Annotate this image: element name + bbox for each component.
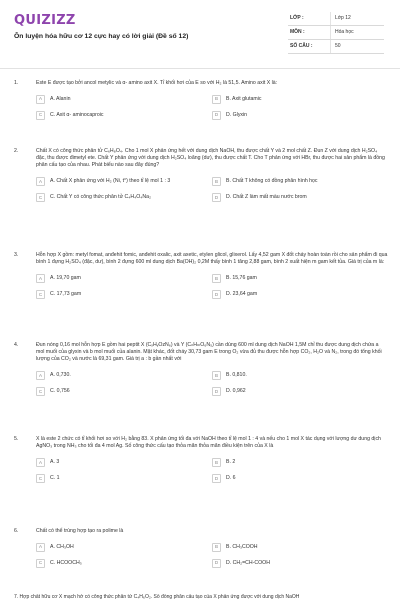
option-d[interactable] (212, 111, 388, 121)
option-letter: A (36, 371, 45, 380)
option-letter: B (212, 274, 221, 283)
option-text: B. Axit glutamic (226, 96, 262, 103)
meta-label: LỚP : (290, 15, 304, 22)
question-text: Đun nóng 0,16 mol hỗn hợp E gồm hai peptit X (CₓHᵧOzN₆) và Y (CₙHₘO₆N₅) cần dùng 600 ml dung dịch NaOH 1,5M chỉ thu được dung dịch chứa a mol muối của glyxin và b mol muối của alanin. Mặt khác, đốt cháy 30,73 gam E trong O₂ vừa đủ thu được hỗn hợp CO₂, H₂O và N₂, trong đó tổng khối lượng của CO₂ và nước là 69,31 gam. Giá trị a : b gần nhất với (36, 342, 382, 363)
option-text: D. 23,64 gam (226, 291, 258, 298)
option-text: B. 0,810. (226, 372, 247, 379)
header-divider (0, 68, 400, 69)
options (36, 371, 388, 397)
option-d[interactable] (212, 290, 388, 300)
options (36, 95, 388, 121)
question-text: Chất X có công thức phân tử C₆H₈O₄. Cho 1 mol X phản ứng hết với dung dịch NaOH, thu được chất Y và 2 mol chất Z. Đun Z với dung dịch H₂SO₄ đặc, thu được đimetyl ete. Chất Y phản ứng với dung dịch H₂SO₄ loãng (dư), thu được chất T. Cho T phản ứng với HBr, thu được hai sản phẩm là đồng phân cấu tạo của nhau. Phát biểu nào sau đây đúng? (36, 148, 385, 169)
option-a[interactable] (36, 543, 212, 553)
option-d[interactable] (212, 193, 388, 203)
option-text: C. 17,73 gam (50, 291, 82, 298)
option-text: B. 15,76 gam (226, 275, 257, 282)
meta-value: Hóa học (330, 26, 384, 39)
question-text: X là este 2 chức có tỉ khối hơi so với H₂ bằng 83. X phản ứng tối đa với NaOH theo tỉ lệ mol 1 : 4 và nếu cho 1 mol X tác dụng với lượng dư dung dịch AgNO₃ trong NH₃ cho tối đa 4 mol Ag. Số công thức cấu tạo thỏa mãn thỏa mãn điều kiện trên của X là (36, 436, 381, 450)
option-a[interactable] (36, 458, 212, 468)
option-letter: A (36, 458, 45, 467)
meta-label: MÔN : (290, 29, 305, 36)
option-text: C. 1 (50, 475, 60, 482)
quizizz-logo: QUIZIZZ (14, 13, 76, 28)
option-letter: A (36, 274, 45, 283)
option-letter: D (212, 111, 221, 120)
option-d[interactable] (212, 474, 388, 484)
question-number: 3. (14, 252, 19, 258)
option-a[interactable] (36, 95, 212, 105)
option-a[interactable] (36, 274, 212, 284)
options (36, 274, 388, 300)
option-b[interactable] (212, 371, 388, 381)
option-letter: D (212, 387, 221, 396)
option-text: C. Chất Y có công thức phân tử C₄H₄O₄Na₂ (50, 194, 152, 201)
option-letter: B (212, 371, 221, 380)
question-number: 4. (14, 342, 19, 348)
option-letter: D (212, 193, 221, 202)
option-letter: C (36, 290, 45, 299)
option-letter: C (36, 474, 45, 483)
option-text: C. HCOOCH₃ (50, 560, 82, 567)
option-text: D. Glyxin (226, 112, 248, 119)
question-number: 1. (14, 80, 19, 86)
header (0, 0, 400, 56)
option-b[interactable] (212, 274, 388, 284)
meta-value: Lớp 12 (330, 12, 384, 25)
option-text: D. 0,962 (226, 388, 246, 395)
option-text: B. Chất T không có đồng phân hình học (226, 178, 318, 185)
cutoff-question-text: 7. Hợp chất hữu cơ X mạch hở có công thức phân tử C₄H₆O₂. Số đồng phân cấu tạo của X phản ứng được với dung dịch NaOH (14, 594, 300, 600)
option-c[interactable] (36, 290, 212, 300)
question-3 (14, 252, 386, 300)
option-text: D. CH₂=CH-COOH (226, 560, 270, 567)
option-letter: B (212, 177, 221, 186)
option-text: A. 3 (50, 459, 60, 466)
option-text: A. CH₃OH (50, 544, 74, 551)
option-text: A. Chất X phản ứng với H₂ (Ni, t°) theo tỉ lệ mol 1 : 3 (50, 178, 171, 185)
option-letter: A (36, 177, 45, 186)
meta-row-question-count (288, 40, 384, 54)
option-c[interactable] (36, 387, 212, 397)
option-a[interactable] (36, 177, 212, 187)
meta-row-subject (288, 26, 384, 40)
question-number: 6. (14, 528, 19, 534)
question-text: Este E được tạo bởi ancol metylic và α- amino axit X. Tỉ khối hơi của E so với H₂ là 51,5. Amino axit X là: (36, 80, 278, 86)
option-text: B. 2 (226, 459, 236, 466)
options (36, 177, 388, 203)
question-5 (14, 436, 386, 484)
option-text: C. 0,756 (50, 388, 70, 395)
option-letter: D (212, 290, 221, 299)
document-title: Ôn luyện hóa hữu cơ 12 cực hay có lời giải (Đề số 12) (14, 33, 189, 40)
option-c[interactable] (36, 193, 212, 203)
option-letter: C (36, 559, 45, 568)
option-letter: C (36, 193, 45, 202)
question-number: 2. (14, 148, 19, 154)
question-2 (14, 148, 386, 203)
option-d[interactable] (212, 559, 388, 569)
options (36, 458, 388, 484)
options (36, 543, 388, 569)
option-text: B. CH₃COOH (226, 544, 258, 551)
question-number: 5. (14, 436, 19, 442)
option-letter: B (212, 543, 221, 552)
option-letter: A (36, 95, 45, 104)
option-text: A. 19,70 gam (50, 275, 81, 282)
option-d[interactable] (212, 387, 388, 397)
option-letter: B (212, 95, 221, 104)
option-c[interactable] (36, 474, 212, 484)
option-b[interactable] (212, 458, 388, 468)
option-letter: C (36, 387, 45, 396)
option-c[interactable] (36, 559, 212, 569)
option-b[interactable] (212, 543, 388, 553)
option-letter: D (212, 474, 221, 483)
option-letter: C (36, 111, 45, 120)
option-c[interactable] (36, 111, 212, 121)
question-6 (14, 528, 386, 569)
option-text: A. 0,730. (50, 372, 71, 379)
meta-label: SỐ CÂU : (290, 43, 313, 50)
option-letter: D (212, 559, 221, 568)
meta-table (288, 12, 384, 54)
question-4 (14, 342, 386, 397)
option-letter: A (36, 543, 45, 552)
option-text: A. Alanin (50, 96, 71, 103)
option-a[interactable] (36, 371, 212, 381)
option-text: D. 6 (226, 475, 236, 482)
meta-row-class (288, 12, 384, 26)
option-b[interactable] (212, 95, 388, 105)
option-letter: B (212, 458, 221, 467)
question-text: Chất có thể trùng hợp tạo ra polime là (36, 528, 124, 534)
option-text: C. Axit α- aminocaproic (50, 112, 104, 119)
meta-value: 50 (330, 40, 384, 53)
question-text: Hỗn hợp X gồm: metyl fomat, anđehit fomic, anđehit oxalic, axit axetic, etylen glicol, glixerol. Lấy 4,52 gam X đốt cháy hoàn toàn rồi cho sản phẩm đi qua bình 1 đựng H₂SO₄ (đặc, dư), bình 2 đựng 600 ml dung dịch Ba(OH)₂ 0,2M thấy bình 1 tăng 2,88 gam, bình 2 xuất hiện m gam kết tủa. Giá trị của m là: (36, 252, 388, 266)
option-text: D. Chất Z làm mất màu nước brom (226, 194, 307, 201)
question-1 (14, 80, 386, 121)
option-b[interactable] (212, 177, 388, 187)
